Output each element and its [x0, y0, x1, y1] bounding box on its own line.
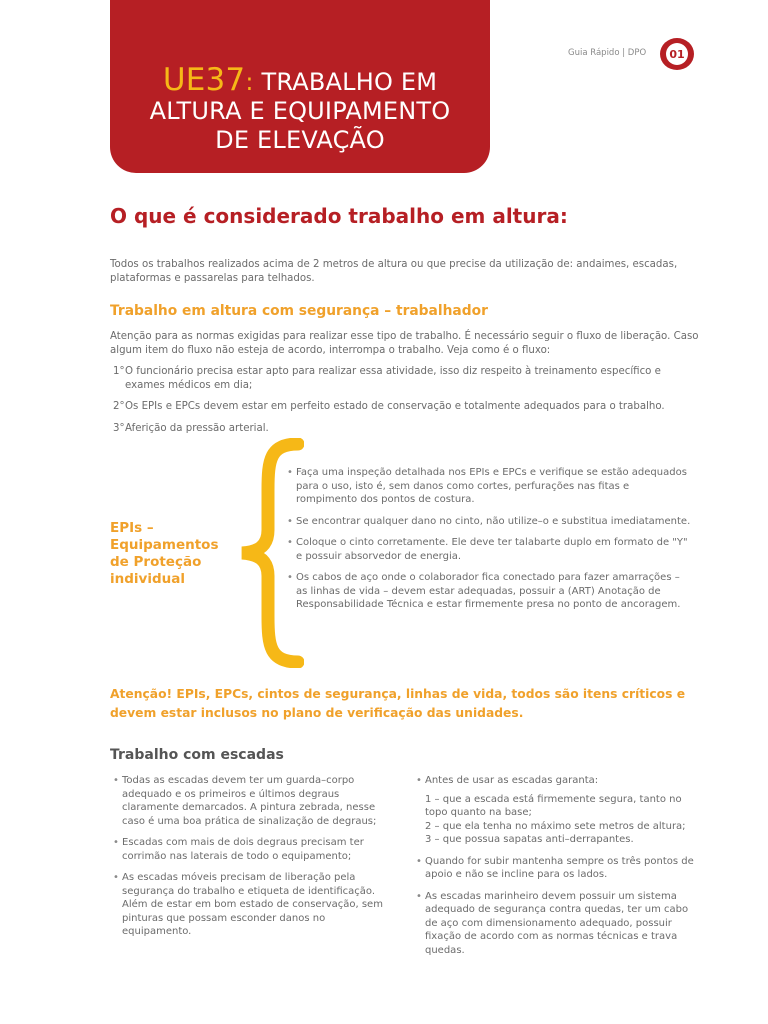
banner-title-text-1: TRABALHO EM	[253, 68, 438, 96]
bullet-icon: •	[416, 890, 422, 902]
section-heading-work-at-height: O que é considerado trabalho em altura:	[110, 204, 568, 228]
list-item-text: Antes de usar as escadas garanta:	[425, 775, 599, 786]
list-item	[113, 774, 393, 828]
ladder-rules-left-column	[113, 774, 393, 947]
flow-step	[113, 400, 693, 414]
worker-safety-paragraph: Atenção para as normas exigidas para realizar esse tipo de trabalho. É necessário seguir o fluxo de liberação. Caso algum item do fluxo não esteja de acordo, interrompa o trabalho. Veja como é o fluxo:	[110, 331, 699, 356]
list-item-text: Escadas com mais de dois degraus precisam ter corrimão nas laterais de todo o equipamento;	[122, 837, 364, 862]
banner-colon: :	[245, 68, 254, 96]
sub-item-text: 3 – que possua sapatas anti–derrapantes.	[425, 834, 634, 845]
bullet-icon: •	[416, 775, 422, 786]
list-item-content	[425, 774, 696, 847]
list-item	[113, 836, 393, 863]
banner-title-line-2: ALTURA E EQUIPAMENTO	[149, 97, 451, 125]
flow-steps-list	[113, 365, 693, 443]
intro-paragraph: Todos os trabalhos realizados acima de 2 metros de altura ou que precise da utilização de: andaimes, escadas, plataformas e passarelas para telhados.	[110, 259, 678, 284]
epi-guidelines-list	[287, 466, 692, 620]
list-item	[287, 536, 692, 563]
ladder-rules-right-column	[416, 774, 696, 965]
bullet-icon: •	[113, 872, 119, 883]
list-item-text: As escadas marinheiro devem possuir um sistema adequado de segurança contra quedas, ter um cabo de aço com dimensionamento adequado, possuir fixação de acordo com as normas técnicas e trava quedas.	[425, 890, 689, 956]
critical-items-alert: Atenção! EPIs, EPCs, cintos de segurança, linhas de vida, todos são itens críticos e devem estar inclusos no plano de verificação das unidades.	[110, 687, 686, 720]
list-item	[113, 871, 393, 939]
step-number: 1°	[113, 366, 125, 377]
section-heading-ladders: Trabalho com escadas	[110, 747, 284, 763]
flow-step	[113, 365, 693, 392]
banner-title-line-1	[110, 62, 490, 98]
bullet-icon: •	[113, 837, 119, 848]
sub-item-text: 2 – que ela tenha no máximo sete metros de altura;	[425, 820, 686, 832]
title-banner	[110, 0, 490, 173]
bullet-icon: •	[287, 515, 293, 527]
step-number: 2°	[113, 401, 125, 412]
bullet-icon: •	[416, 855, 422, 867]
list-item-text: Quando for subir mantenha sempre os três pontos de apoio e não se incline para os lados.	[425, 855, 694, 880]
bullet-icon: •	[287, 572, 293, 583]
section-heading-worker-safety: Trabalho em altura com segurança – trabalhador	[110, 303, 488, 319]
bullet-icon: •	[287, 467, 293, 478]
flow-step	[113, 422, 693, 436]
step-text: Os EPIs e EPCs devem estar em perfeito estado de conservação e totalmente adequados para o trabalho.	[125, 401, 665, 412]
list-item	[416, 855, 696, 882]
guide-label: Guia Rápido | DPO	[568, 48, 647, 58]
list-item	[287, 466, 692, 507]
list-item	[416, 774, 696, 847]
bullet-icon: •	[113, 775, 119, 786]
list-item-text: Coloque o cinto corretamente. Ele deve ter talabarte duplo em formato de "Y" e possuir absorvedor de energia.	[296, 537, 688, 562]
page-number: 01	[666, 43, 688, 65]
list-item-text: Faça uma inspeção detalhada nos EPIs e EPCs e verifique se estão adequados para o uso, isto é, sem danos como cortes, perfurações nas fitas e rompimento dos pontos de costura.	[296, 467, 687, 505]
step-number: 3°	[113, 422, 125, 434]
list-item	[287, 571, 692, 612]
list-item-text: Se encontrar qualquer dano no cinto, não utilize–o e substitua imediatamente.	[296, 515, 691, 527]
list-item-text: As escadas móveis precisam de liberação pela segurança do trabalho e etiqueta de identificação. Além de estar em bom estado de conservação, sem pinturas que possam esconder danos no equipamento.	[122, 872, 383, 937]
list-item	[416, 890, 696, 958]
sub-item-text: 1 – que a escada está firmemente segura, tanto no topo quanto na base;	[425, 793, 682, 818]
step-text: O funcionário precisa estar apto para realizar essa atividade, isso diz respeito à treinamento específico e exames médicos em dia;	[125, 366, 661, 391]
list-item	[287, 515, 692, 529]
page-number-badge	[660, 38, 694, 70]
banner-title-line-3: DE ELEVAÇÃO	[215, 126, 385, 154]
step-text: Aferição da pressão arterial.	[125, 422, 269, 434]
epi-title: EPIs – Equipamentos de Proteção individual	[110, 520, 219, 587]
list-item-text: Os cabos de aço onde o colaborador fica conectado para fazer amarrações – as linhas de vida – devem estar adequadas, possuir a (ART) Anotação de Responsabilidade Técnica e estar firmemente presa no ponto de ancoragem.	[296, 572, 681, 610]
banner-code: UE37	[162, 62, 246, 98]
bullet-icon: •	[287, 537, 293, 548]
list-item-text: Todas as escadas devem ter um guarda–corpo adequado e os primeiros e últimos degraus claramente demarcados. A pintura zebrada, nesse caso é uma boa prática de sinalização de degraus;	[122, 775, 377, 827]
